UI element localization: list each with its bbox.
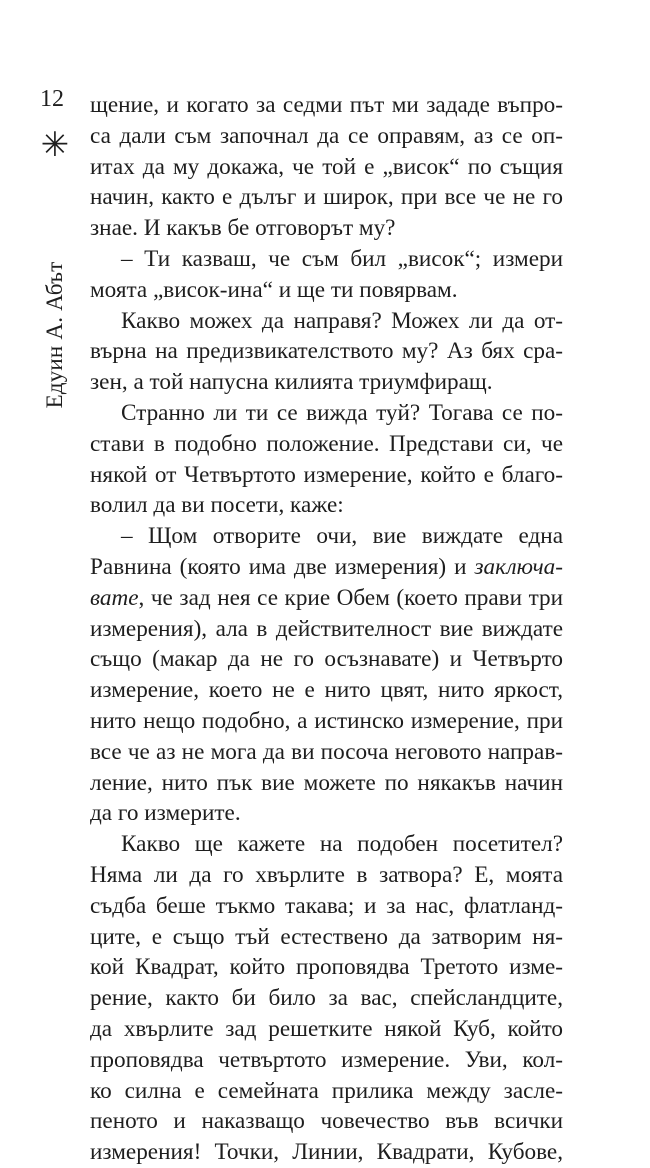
text-run: пеното и наказващо човечество във всички bbox=[90, 1108, 563, 1135]
text-line bbox=[90, 244, 563, 275]
text-run: Няма ли да го хвърлите в затвора? Е, моята bbox=[90, 861, 563, 888]
italic-text: заключа- bbox=[474, 553, 563, 580]
text-run: знае. И какъв бе отговорът му? bbox=[90, 215, 396, 242]
text-line bbox=[90, 121, 563, 152]
text-line bbox=[90, 367, 563, 398]
text-line bbox=[90, 552, 563, 583]
text-line bbox=[90, 275, 563, 306]
page-number: 12 bbox=[40, 86, 64, 112]
text-run: щение, и когато за седми път ми зададе въпро- bbox=[90, 92, 563, 118]
text-run: начин, както е дълъг и широк, при все че не го bbox=[90, 184, 563, 211]
text-run: са дали съм започнал да се оправям, аз се оп- bbox=[90, 122, 563, 149]
italic-text: вате bbox=[90, 584, 139, 611]
text-run: да хвърлите зад решетките някой Куб, който bbox=[90, 1015, 563, 1042]
text-line bbox=[90, 891, 563, 922]
text-run: да го измерите. bbox=[90, 800, 241, 827]
text-run: , че зад нея се крие Обем (което прави три bbox=[138, 584, 563, 611]
text-line bbox=[90, 336, 563, 367]
text-line bbox=[90, 860, 563, 891]
text-run: някой от Четвъртото измерение, който е благо- bbox=[90, 461, 563, 488]
text-line bbox=[90, 398, 563, 429]
text-run: Какво ще кажете на подобен посетител? bbox=[121, 831, 563, 858]
text-line bbox=[90, 952, 563, 983]
text-run: итах да му докажа, че той е „висок“ по същия bbox=[90, 153, 563, 180]
text-run: кой Квадрат, който проповядва Третото изме- bbox=[90, 954, 563, 981]
text-line bbox=[90, 1137, 563, 1168]
text-line bbox=[90, 90, 563, 121]
text-line bbox=[90, 983, 563, 1014]
text-line bbox=[90, 1014, 563, 1045]
text-line bbox=[90, 798, 563, 829]
text-line bbox=[90, 306, 563, 337]
text-run: ление, нито пък вие можете по някакъв начин bbox=[90, 769, 563, 796]
text-run: – Ти казваш, че съм бил „висок“; измери bbox=[121, 245, 563, 272]
text-run: ко силна е семейната прилика между засле- bbox=[90, 1077, 563, 1104]
text-line bbox=[90, 1076, 563, 1107]
text-line bbox=[90, 706, 563, 737]
text-line bbox=[90, 1106, 563, 1137]
text-line bbox=[90, 583, 563, 614]
text-line bbox=[90, 152, 563, 183]
text-run: също (макар да не го осъзнавате) и Четвърто bbox=[90, 646, 563, 673]
text-run: стави в подобно положение. Представи си, че bbox=[90, 430, 563, 457]
author-name: Едуин А. Абът bbox=[42, 261, 67, 409]
text-run: нито нещо подобно, а истинско измерение, при bbox=[90, 707, 563, 734]
text-run: все че аз не мога да ви посоча неговото направ- bbox=[90, 738, 563, 765]
text-run: волил да ви посети, каже: bbox=[90, 492, 344, 519]
text-line bbox=[90, 182, 563, 213]
text-run: измерения), ала в действителност вие виждате bbox=[90, 615, 563, 642]
asterisk-ornament-icon: ✳ bbox=[40, 125, 70, 165]
text-run: моята „висок-ина“ и ще ти повярвам. bbox=[90, 276, 458, 303]
text-line bbox=[90, 460, 563, 491]
text-run: зен, а той напусна килията триумфиращ. bbox=[90, 369, 493, 396]
text-run: съдба беше тъкмо такава; и за нас, флатланд- bbox=[90, 892, 563, 919]
text-line bbox=[90, 644, 563, 675]
text-line bbox=[90, 768, 563, 799]
text-run: ците, е също тъй естествено да затворим ня- bbox=[90, 923, 563, 950]
text-line bbox=[90, 829, 563, 860]
text-run: измерение, което не е нито цвят, нито яркост, bbox=[90, 677, 563, 704]
author-name-wrapper bbox=[40, 170, 70, 500]
running-header bbox=[40, 125, 70, 510]
text-line bbox=[90, 737, 563, 768]
text-line bbox=[90, 922, 563, 953]
text-run: Какво можех да направя? Можех ли да от- bbox=[121, 307, 563, 334]
text-line bbox=[90, 675, 563, 706]
text-line bbox=[90, 213, 563, 244]
text-line bbox=[90, 490, 563, 521]
text-run: Равнина (която има две измерения) и bbox=[90, 553, 475, 580]
body-text bbox=[90, 90, 563, 1168]
text-run: рение, както би било за вас, спейсландците, bbox=[90, 985, 563, 1012]
text-line bbox=[90, 1045, 563, 1076]
text-run: върна на предизвикателството му? Аз бях сра- bbox=[90, 338, 563, 365]
text-line bbox=[90, 521, 563, 552]
text-line bbox=[90, 429, 563, 460]
text-run: – Щом отворите очи, вие виждате една bbox=[121, 523, 563, 550]
text-line bbox=[90, 614, 563, 645]
text-run: Странно ли ти се вижда туй? Тогава се по- bbox=[121, 399, 563, 426]
text-run: проповядва четвъртото измерение. Уви, кол- bbox=[90, 1046, 563, 1073]
text-run: измерения! Точки, Линии, Квадрати, Кубове, bbox=[90, 1139, 563, 1166]
